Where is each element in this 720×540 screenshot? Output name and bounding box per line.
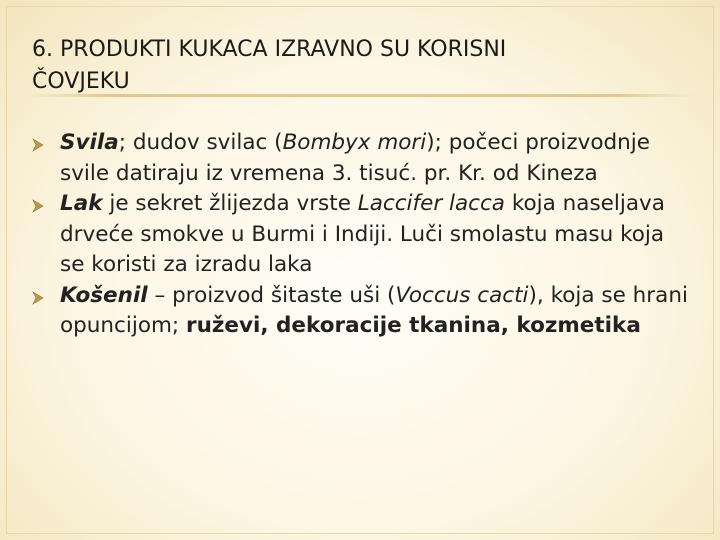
slide-title-line-2: ČOVJEKU <box>32 69 130 94</box>
slide-title-line-1: 6. PRODUKTI KUKACA IZRAVNO SU KORISNI <box>32 37 507 62</box>
bullet-text: ; dudov svilac ( <box>118 130 283 155</box>
arrow-bullet-icon <box>32 138 44 152</box>
bullet-text: ), koja se hrani opuncijom; <box>60 282 695 338</box>
title-divider <box>28 94 696 97</box>
bullet-term: Lak <box>60 191 103 216</box>
bullet-term: Svila <box>60 130 119 155</box>
bullet-text: – proizvod šitaste uši ( <box>147 282 396 308</box>
bullet-item-lak <box>32 189 692 281</box>
bullet-item-kosenil <box>32 281 695 342</box>
bullet-emphasis: ruževi, dekoracije tkanina, kozmetika <box>186 313 641 338</box>
bullet-text: ); počeci proizvodnje svile datiraju iz vremena 3. tisuć. pr. Kr. od Kineza <box>60 130 657 186</box>
species-name: Laccifer lacca <box>357 191 505 216</box>
arrow-bullet-icon <box>32 291 44 305</box>
bullet-term: Košenil <box>60 282 148 308</box>
arrow-bullet-icon <box>32 199 44 213</box>
species-name: Voccus cacti <box>395 282 529 308</box>
species-name: Bombyx mori <box>282 130 427 155</box>
bullet-text: je sekret žlijezda vrste <box>102 191 358 216</box>
slide-title <box>32 34 672 98</box>
bullet-list <box>32 128 695 342</box>
bullet-item-svila <box>32 128 692 189</box>
bullet-text: koja naseljava drveće smokve u Burmi i Indiji. Luči smolastu masu koja se koristi za izradu laka <box>60 191 672 277</box>
